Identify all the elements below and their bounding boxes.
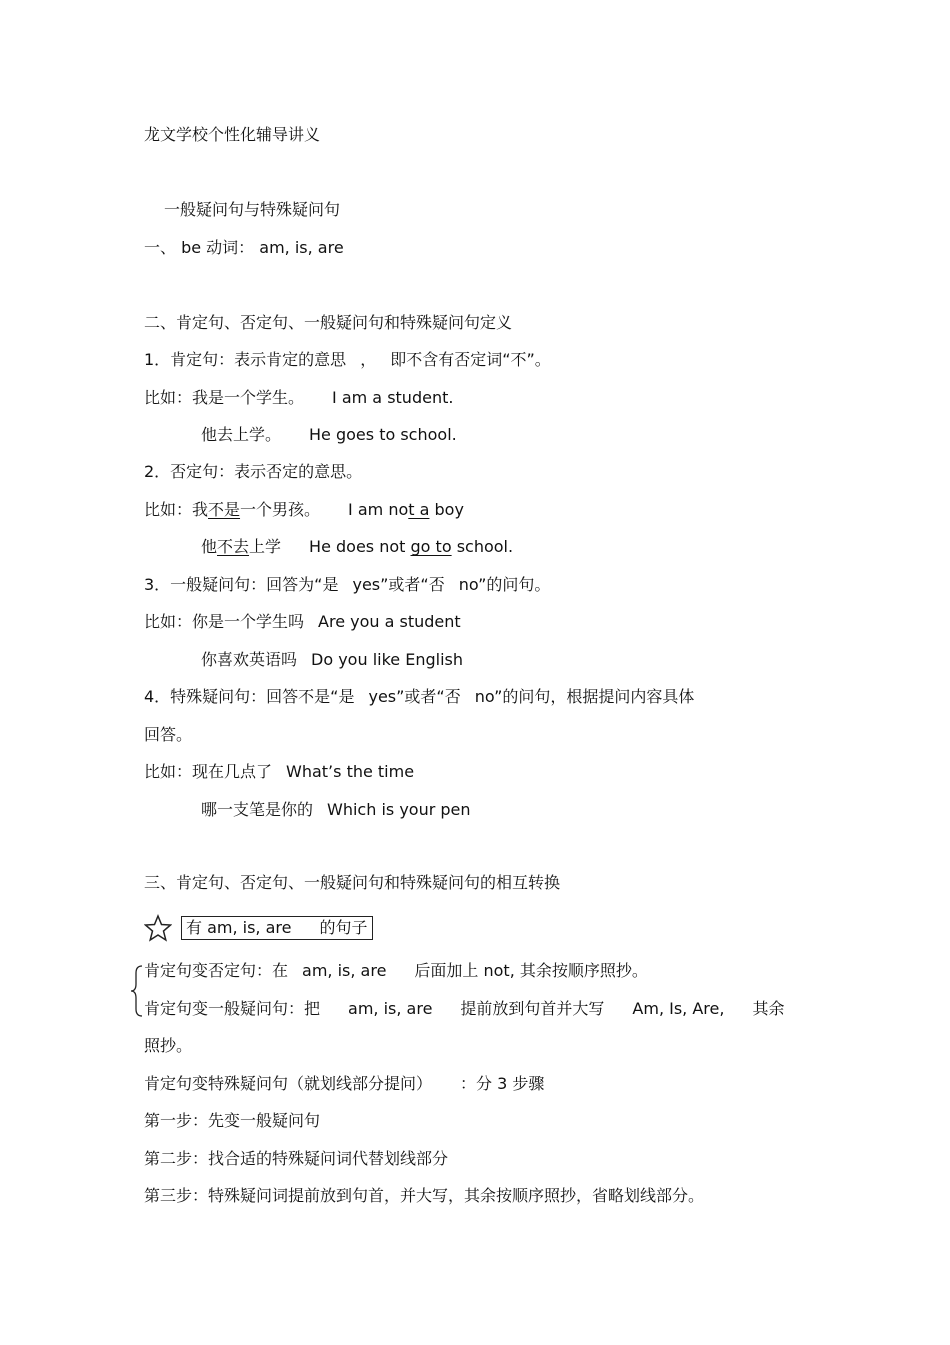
section-3-heading: 三、肯定句、否定句、一般疑问句和特殊疑问句的相互转换 [144,873,561,892]
r2-b: am, is, are [348,999,433,1018]
section-1 [144,238,344,258]
e4-en2: Which is your pen [327,800,471,819]
definition-2: 2．否定句：表示否定的意思。 [144,462,363,481]
e1-en2: He goes to school. [309,425,457,444]
rule-3 [144,1074,544,1094]
d1-a: 1．肯定句：表示肯定的意思 [144,350,347,369]
r2-c: 提前放到句首并大写 [460,999,605,1018]
d3-a: 3．一般疑问句：回答为“是 [144,575,339,594]
box-a: 有 am, is, are [186,918,292,937]
example-1 [144,388,453,408]
d3-b: yes”或者“否 [352,575,445,594]
r1-a: 肯定句变否定句：在 [144,961,289,980]
e4-en: What’s the time [286,762,415,781]
definition-3 [144,575,550,595]
e2-en-a: I am no [348,500,409,519]
star-icon [144,914,172,942]
r1-b: am, is, are [302,961,387,980]
page-title: 一般疑问句与特殊疑问句 [164,200,341,219]
d1-c: 即不含有否定词“不”。 [390,350,551,369]
step-3: 第三步：特殊疑问词提前放到句首，并大写，其余按顺序照抄，省略划线部分。 [144,1186,705,1205]
rule-2 [144,999,784,1019]
d3-c: no”的问句。 [458,575,551,594]
s1-label: 一、 be 动词： [144,238,255,257]
example-2b [201,537,513,557]
e3-zh2: 你喜欢英语吗 [201,650,298,669]
e2-en-b: boy [429,500,464,519]
r1-c: 后面加上 not, 其余按顺序照抄。 [414,961,648,980]
header: 龙文学校个性化辅导讲义 [144,125,321,144]
definition-1 [144,350,551,370]
example-2 [144,500,464,520]
e2-h1: He does not [309,537,411,556]
e2-en-u: t a [408,500,430,519]
e3-label: 比如：你是一个学生吗 [144,612,305,631]
step-1: 第一步：先变一般疑问句 [144,1111,321,1130]
rule-1 [144,961,648,981]
r2-e: 其余 [752,999,785,1018]
e2-u1: 不是 [208,500,241,519]
e2-hu: go to [410,537,452,556]
s1-value: am, is, are [259,238,344,257]
e4-label: 比如：现在几点了 [144,762,273,781]
r2-a: 肯定句变一般疑问句：把 [144,999,321,1018]
e2-zu: 不去 [217,537,250,556]
e4-zh2: 哪一支笔是你的 [201,800,314,819]
d4-a: 4．特殊疑问句：回答不是“是 [144,687,355,706]
e2-z2: 上学 [249,537,282,556]
section-2-heading: 二、肯定句、否定句、一般疑问句和特殊疑问句定义 [144,313,513,332]
e2-h2: school. [451,537,514,556]
example-3b [201,650,463,670]
left-brace [128,964,144,1018]
boxed-label [181,916,373,940]
d4-c: no”的问句，根据提问内容具体 [474,687,695,706]
example-1b [201,425,457,445]
r3-b: ：分 3 步骤 [460,1074,545,1093]
example-4b [201,800,471,820]
e1-zh2: 他去上学。 [201,425,282,444]
definition-4 [144,687,694,707]
d1-b: ， [360,350,377,369]
step-2: 第二步：找合适的特殊疑问词代替划线部分 [144,1149,449,1168]
d4-b: yes”或者“否 [368,687,461,706]
box-b: 的句子 [319,918,368,937]
r2-d: Am, Is, Are, [632,999,725,1018]
e2-p2: 一个男孩。 [240,500,321,519]
r3-a: 肯定句变特殊疑问句（就划线部分提问） [144,1074,433,1093]
rule-2-cont: 照抄。 [144,1036,193,1055]
e1-en: I am a student. [332,388,454,407]
e3-en2: Do you like English [311,650,463,669]
definition-4-cont: 回答。 [144,725,193,744]
example-4 [144,762,414,782]
e1-label: 比如：我是一个学生。 [144,388,305,407]
e2-z1: 他 [201,537,218,556]
e2-p1: 比如：我 [144,500,209,519]
e3-en: Are you a student [318,612,461,631]
example-3 [144,612,461,632]
